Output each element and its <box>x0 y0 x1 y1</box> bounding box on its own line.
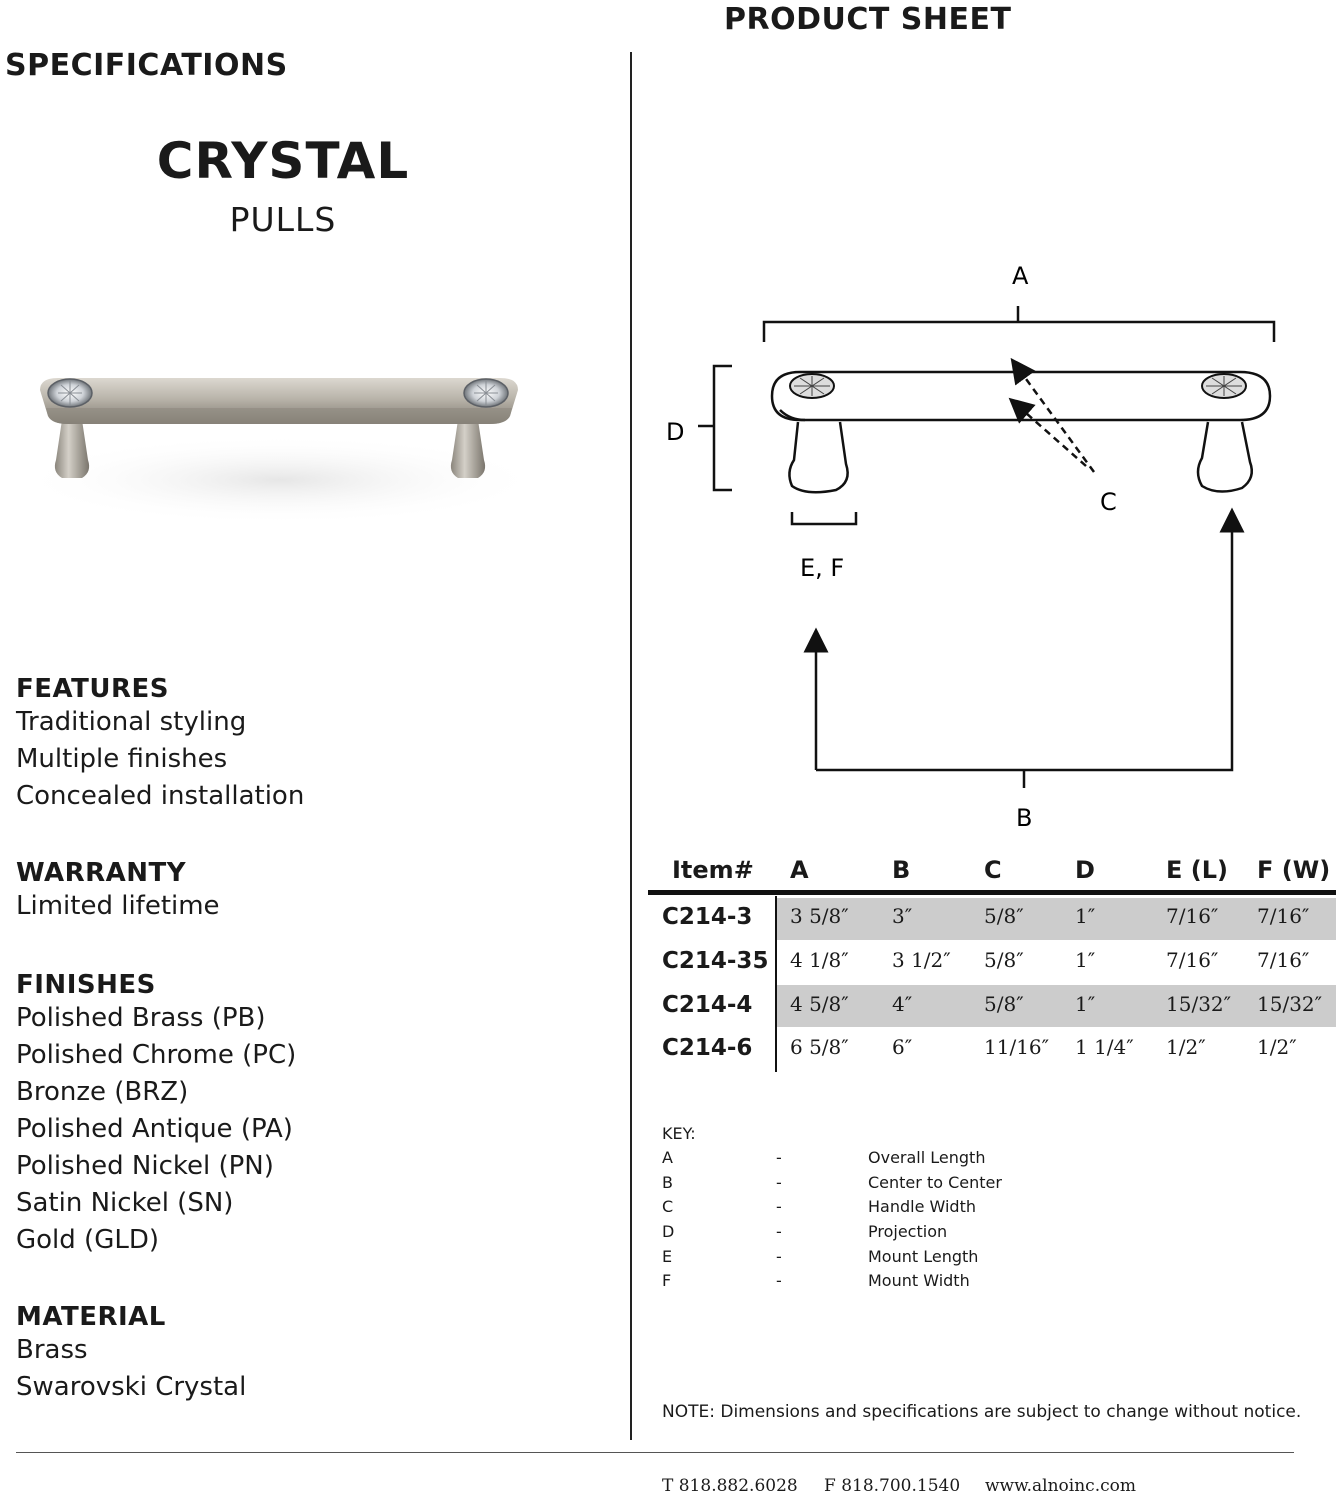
table-row-item: C214-4 <box>662 992 753 1018</box>
table-header: Item# <box>672 856 754 884</box>
key-title: KEY: <box>662 1124 696 1143</box>
feature-item: Multiple finishes <box>16 744 228 774</box>
footer-divider <box>16 1452 1294 1453</box>
key-letter: B <box>662 1173 673 1192</box>
label-a: A <box>1012 262 1029 290</box>
specifications-heading: SPECIFICATIONS <box>5 48 288 83</box>
key-meaning: Center to Center <box>868 1173 1002 1192</box>
feature-item: Concealed installation <box>16 781 305 811</box>
key-meaning: Mount Length <box>868 1247 979 1266</box>
table-cell: 1″ <box>1075 904 1096 928</box>
warranty-item: Limited lifetime <box>16 891 220 921</box>
table-cell: 1 1/4″ <box>1075 1035 1134 1059</box>
table-cell: 15/32″ <box>1166 992 1232 1016</box>
footer-fax: F 818.700.1540 <box>824 1476 961 1496</box>
finish-item: Satin Nickel (SN) <box>16 1188 234 1218</box>
table-cell: 7/16″ <box>1257 904 1310 928</box>
features-title: FEATURES <box>16 674 169 704</box>
finish-item: Bronze (BRZ) <box>16 1077 189 1107</box>
label-b: B <box>1016 804 1033 832</box>
finish-item: Polished Antique (PA) <box>16 1114 293 1144</box>
key-dash: - <box>776 1148 782 1167</box>
table-row-item: C214-35 <box>662 948 769 974</box>
material-section <box>16 1302 246 1406</box>
finish-item: Gold (GLD) <box>16 1225 159 1255</box>
table-cell: 3 1/2″ <box>892 948 951 972</box>
features-section <box>16 674 304 815</box>
table-cell: 4 5/8″ <box>790 992 849 1016</box>
table-cell: 7/16″ <box>1257 948 1310 972</box>
table-header: C <box>984 856 1002 884</box>
footer-phone: T 818.882.6028 <box>662 1476 798 1496</box>
table-cell: 1/2″ <box>1257 1035 1297 1059</box>
key-dash: - <box>776 1197 782 1216</box>
warranty-title: WARRANTY <box>16 858 187 888</box>
table-cell: 1″ <box>1075 948 1096 972</box>
table-header: B <box>892 856 911 884</box>
table-cell: 1″ <box>1075 992 1096 1016</box>
label-ef: E, F <box>800 554 845 582</box>
table-cell: 3″ <box>892 904 913 928</box>
key-dash: - <box>776 1247 782 1266</box>
label-d: D <box>666 418 685 446</box>
key-letter: C <box>662 1197 674 1216</box>
key-meaning: Projection <box>868 1222 948 1241</box>
table-header: F (W) <box>1257 856 1331 884</box>
vertical-divider <box>630 52 632 1440</box>
footer-website-link[interactable]: www.alnoinc.com <box>985 1476 1136 1496</box>
table-header-rule <box>648 890 1336 895</box>
table-cell: 1/2″ <box>1166 1035 1206 1059</box>
finishes-section <box>16 970 296 1259</box>
product-photo <box>10 350 550 530</box>
table-cell: 6 5/8″ <box>790 1035 849 1059</box>
product-category: PULLS <box>229 200 337 239</box>
table-row-item: C214-6 <box>662 1035 753 1061</box>
finishes-title: FINISHES <box>16 970 156 1000</box>
key-dash: - <box>776 1173 782 1192</box>
finish-item: Polished Brass (PB) <box>16 1003 266 1033</box>
key-letter: D <box>662 1222 675 1241</box>
product-name: CRYSTAL <box>156 132 410 190</box>
table-cell: 5/8″ <box>984 992 1024 1016</box>
table-header: D <box>1075 856 1095 884</box>
table-header: A <box>790 856 809 884</box>
table-cell: 6″ <box>892 1035 913 1059</box>
table-row-shade <box>777 898 1336 940</box>
table-cell: 4″ <box>892 992 913 1016</box>
key-letter: E <box>662 1247 673 1266</box>
key-letter: F <box>662 1271 672 1290</box>
disclaimer-note: NOTE: Dimensions and specifications are subject to change without notice. <box>662 1402 1302 1422</box>
table-cell: 5/8″ <box>984 904 1024 928</box>
table-row-item: C214-3 <box>662 904 753 930</box>
table-cell: 7/16″ <box>1166 948 1219 972</box>
key-meaning: Overall Length <box>868 1148 986 1167</box>
table-cell: 5/8″ <box>984 948 1024 972</box>
table-row-shade <box>777 985 1336 1027</box>
table-header: E (L) <box>1166 856 1228 884</box>
dimension-diagram <box>640 250 1339 850</box>
table-cell: 11/16″ <box>984 1035 1050 1059</box>
material-item: Swarovski Crystal <box>16 1372 247 1402</box>
feature-item: Traditional styling <box>16 707 247 737</box>
key-meaning: Handle Width <box>868 1197 976 1216</box>
key-dash: - <box>776 1222 782 1241</box>
key-dash: - <box>776 1271 782 1290</box>
material-title: MATERIAL <box>16 1302 166 1332</box>
key-meaning: Mount Width <box>868 1271 970 1290</box>
label-c: C <box>1100 488 1117 516</box>
finish-item: Polished Nickel (PN) <box>16 1151 274 1181</box>
table-cell: 7/16″ <box>1166 904 1219 928</box>
material-item: Brass <box>16 1335 88 1365</box>
table-cell: 4 1/8″ <box>790 948 849 972</box>
key-letter: A <box>662 1148 673 1167</box>
table-cell: 3 5/8″ <box>790 904 849 928</box>
product-sheet-heading: PRODUCT SHEET <box>724 2 1012 37</box>
warranty-section <box>16 858 220 925</box>
table-cell: 15/32″ <box>1257 992 1323 1016</box>
finish-item: Polished Chrome (PC) <box>16 1040 297 1070</box>
